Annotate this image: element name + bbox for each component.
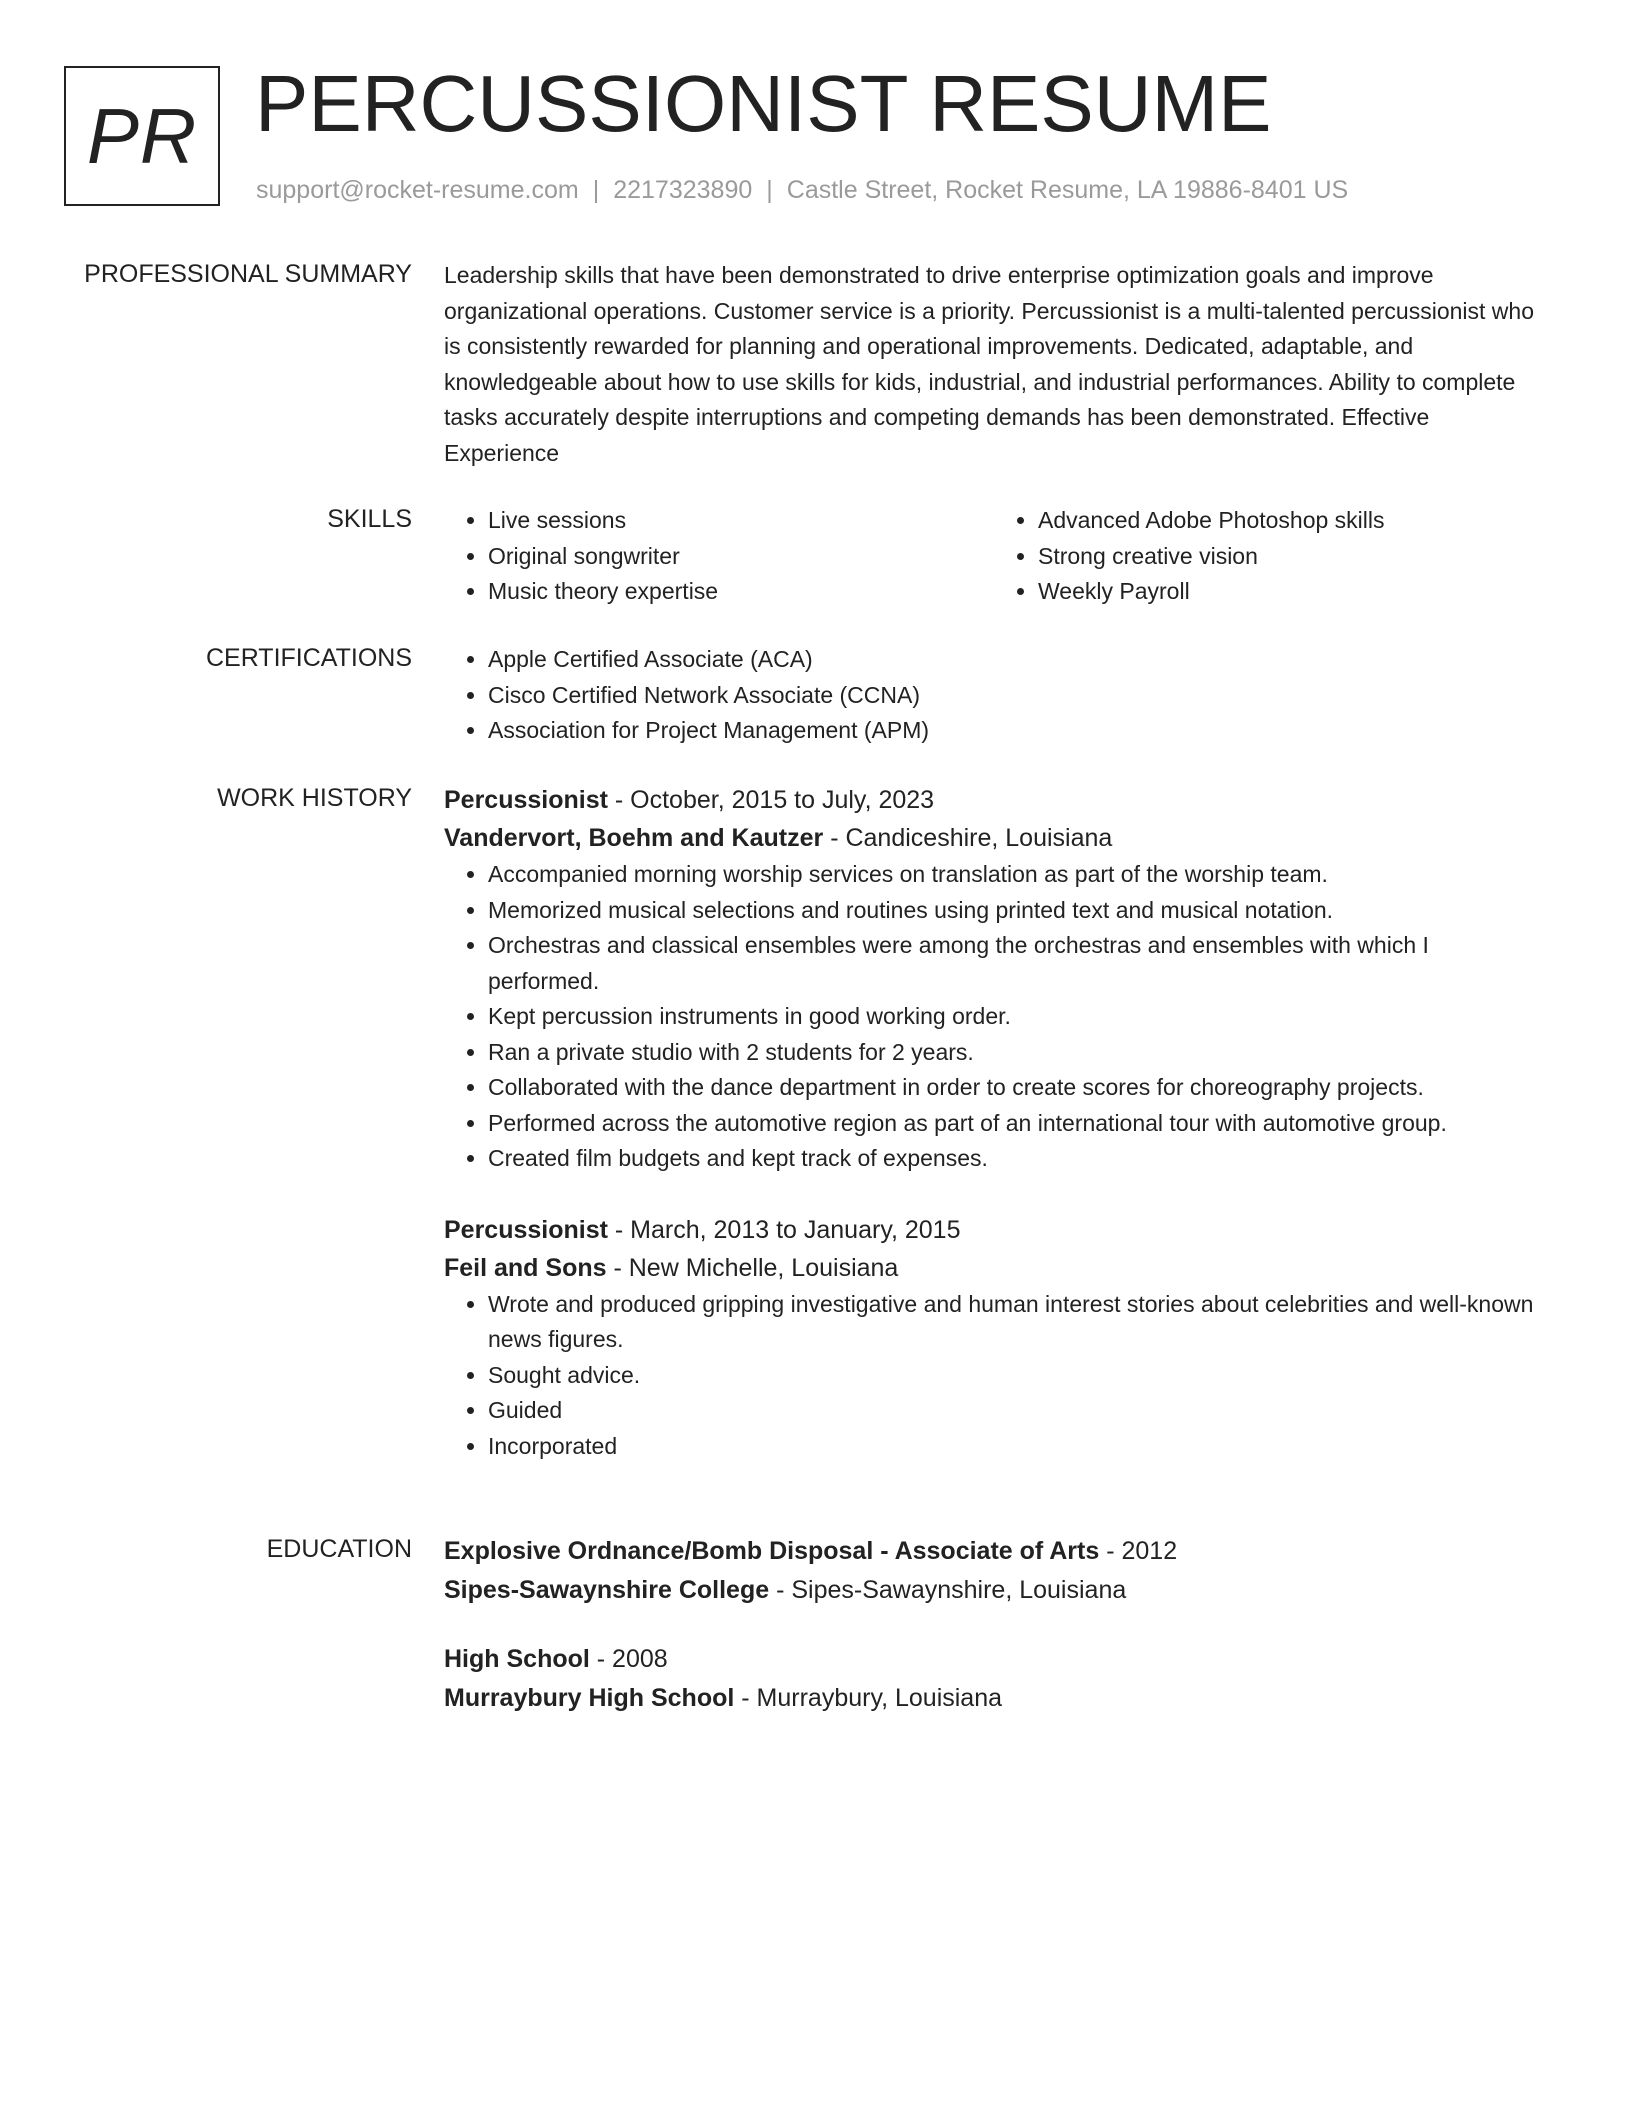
education-school-line — [444, 1571, 1544, 1610]
job-dates: - October, 2015 to July, 2023 — [607, 786, 935, 814]
certification-item: • Apple Certified Associate (ACA) — [488, 642, 1544, 678]
job-duty-item: • Performed across the automotive region as part of an international tour with automotive group. — [488, 1106, 1544, 1142]
education-school-line — [444, 1679, 1544, 1718]
job-dates: - March, 2013 to January, 2015 — [607, 1215, 961, 1244]
job-location: - Candiceshire, Louisiana — [823, 824, 1113, 852]
education-year: - 2008 — [589, 1645, 668, 1673]
education-year: - 2012 — [1099, 1537, 1178, 1565]
certification-item: • Cisco Certified Network Associate (CCNA) — [488, 678, 1544, 714]
job-role: Percussionist — [444, 786, 608, 814]
section-title-skills: SKILLS — [327, 505, 412, 533]
job-duty-item: • Incorporated — [488, 1429, 1544, 1465]
job-duty-item: • Created film budgets and kept track of expenses. — [488, 1141, 1544, 1177]
education-body — [444, 1532, 1544, 1718]
education-location: - Sipes-Sawaynshire, Louisiana — [769, 1576, 1127, 1604]
skills-list-right — [994, 503, 1544, 610]
education-entry — [444, 1532, 1544, 1610]
contact-separator: | — [592, 176, 600, 204]
contact-email[interactable]: support@rocket-resume.com — [256, 176, 579, 204]
work-history-body — [444, 781, 1544, 1464]
job-duty-item: • Wrote and produced gripping investigative and human interest stories about celebrities and well-known news figures. — [488, 1287, 1544, 1358]
job-duty-item: • Kept percussion instruments in good working order. — [488, 999, 1544, 1035]
job-duties-list — [444, 1287, 1544, 1465]
education-location: - Murraybury, Louisiana — [734, 1684, 1003, 1712]
section-title-work-history: WORK HISTORY — [217, 784, 412, 812]
job-title-line — [444, 781, 1544, 819]
skill-item: • Weekly Payroll — [1038, 574, 1544, 610]
job-duties-list — [444, 857, 1544, 1177]
certifications-list — [444, 642, 1544, 749]
education-degree: High School — [444, 1645, 590, 1673]
job-company-line — [444, 1249, 1544, 1287]
job-company: Feil and Sons — [444, 1253, 607, 1282]
summary-body — [444, 258, 1544, 471]
certification-item: • Association for Project Management (APM) — [488, 713, 1544, 749]
contact-address: Castle Street, Rocket Resume, LA 19886-8401 US — [786, 176, 1349, 204]
section-title-summary: PROFESSIONAL SUMMARY — [84, 260, 412, 288]
job-duty-item: • Orchestras and classical ensembles were among the orchestras and ensembles with which I performed. — [488, 928, 1544, 999]
contact-separator: | — [766, 176, 773, 204]
job-duty-item: • Ran a private studio with 2 students for 2 years. — [488, 1035, 1544, 1071]
job-duty-item: • Collaborated with the dance department in order to create scores for choreography projects. — [488, 1070, 1544, 1106]
contact-phone[interactable]: 2217323890 — [613, 176, 753, 204]
job-role: Percussionist — [444, 1215, 608, 1244]
skills-list-left — [444, 503, 994, 610]
education-school: Sipes-Sawaynshire College — [444, 1576, 770, 1604]
skill-item: • Live sessions — [488, 503, 994, 539]
job-location: - New Michelle, Louisiana — [606, 1253, 899, 1282]
job-entry — [444, 1211, 1544, 1465]
education-degree: Explosive Ordnance/Bomb Disposal - Associate of Arts — [444, 1537, 1100, 1565]
skill-item: • Original songwriter — [488, 539, 994, 575]
skills-body — [444, 503, 1544, 610]
job-entry — [444, 781, 1544, 1177]
education-school: Murraybury High School — [444, 1684, 735, 1712]
summary-text: Leadership skills that have been demonstrated to drive enterprise optimization goals and improve organizational operations. Customer service is a priority. Percussionist is a multi-talented percussionist who is consistently rewarded for planning and operational improvements. Dedicated, adaptable, and knowledgeable about how to use skills for kids, industrial, and industrial performances. Ability to complete tasks accurately despite interruptions and competing demands has been demonstrated. Effective Experience — [444, 262, 1534, 466]
skill-item: • Music theory expertise — [488, 574, 994, 610]
skill-item: • Advanced Adobe Photoshop skills — [1038, 503, 1544, 539]
education-entry — [444, 1640, 1544, 1718]
monogram-logo: PR — [64, 66, 220, 206]
education-degree-line — [444, 1640, 1544, 1679]
certifications-body — [444, 642, 1544, 749]
job-title-line — [444, 1211, 1544, 1249]
job-duty-item: • Sought advice. — [488, 1358, 1544, 1394]
resume-title: PERCUSSIONIST RESUME — [255, 59, 1272, 148]
section-title-education: EDUCATION — [266, 1535, 412, 1563]
education-degree-line — [444, 1532, 1544, 1571]
job-duty-item: • Accompanied morning worship services on translation as part of the worship team. — [488, 857, 1544, 893]
job-company: Vandervort, Boehm and Kautzer — [444, 824, 824, 852]
job-duty-item: • Guided — [488, 1393, 1544, 1429]
job-duty-item: • Memorized musical selections and routines using printed text and musical notation. — [488, 893, 1544, 929]
contact-line — [256, 176, 1348, 205]
job-company-line — [444, 819, 1544, 857]
section-title-certifications: CERTIFICATIONS — [205, 644, 412, 672]
skill-item: • Strong creative vision — [1038, 539, 1544, 575]
